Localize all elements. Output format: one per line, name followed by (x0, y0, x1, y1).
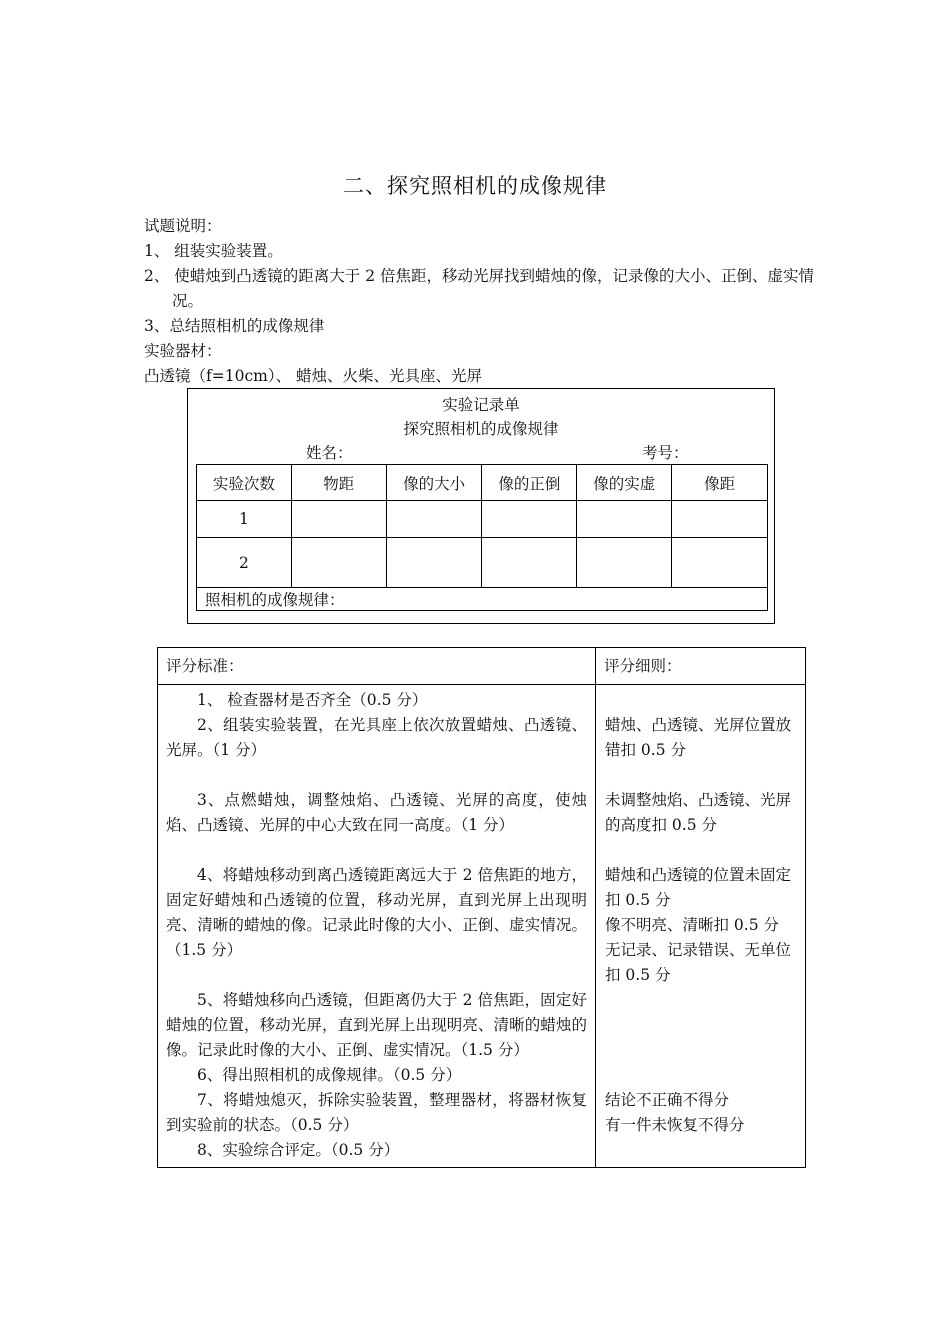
table-cell[interactable] (386, 501, 482, 538)
trial-number: 2 (197, 538, 292, 588)
table-cell[interactable] (482, 538, 577, 588)
criteria-item: 1、 检查器材是否齐全（0.5 分） (197, 691, 428, 709)
table-cell[interactable] (482, 501, 577, 538)
scoring-criteria (158, 685, 596, 1168)
exam-number-label: 考号： (642, 444, 689, 462)
column-header: 像的大小 (386, 465, 482, 501)
record-table (196, 464, 768, 611)
criteria-item: 2、组装实验装置，在光具座上依次放置蜡烛、凸透镜、光屏。（1 分） (166, 716, 587, 759)
table-cell[interactable] (672, 538, 768, 588)
record-sheet (187, 388, 775, 624)
column-header: 像距 (672, 465, 768, 501)
criteria-item: 6、得出照相机的成像规律。（0.5 分） (197, 1066, 462, 1084)
detail-item: 结论不正确不得分 (605, 1091, 730, 1109)
instruction-step: 3、总结照相机的成像规律 (144, 317, 325, 335)
table-cell[interactable] (291, 501, 386, 538)
criteria-item: 5、将蜡烛移向凸透镜，但距离仍大于 2 倍焦距，固定好蜡烛的位置，移动光屏，直到光屏上出现明亮、清晰的蜡烛的像。记录此时像的大小、正倒、虚实情况。（1.5 分） (166, 991, 587, 1059)
trial-number: 1 (197, 501, 292, 538)
record-sheet-subtitle: 探究照相机的成像规律 (403, 420, 559, 438)
table-cell[interactable] (577, 538, 672, 588)
criteria-item: 3、点燃蜡烛，调整烛焰、凸透镜、光屏的高度，使烛焰、凸透镜、光屏的中心大致在同一高度。（1 分） (166, 791, 587, 834)
table-cell[interactable] (672, 501, 768, 538)
criteria-item: 8、实验综合评定。（0.5 分） (197, 1141, 400, 1159)
table-row (197, 501, 768, 538)
instruction-step: 2、 使蜡烛到凸透镜的距离大于 2 倍焦距，移动光屏找到蜡烛的像，记录像的大小、正倒、虚实情况。 (144, 267, 815, 310)
scoring-table (157, 647, 806, 1168)
column-header: 像的实虚 (577, 465, 672, 501)
scoring-criteria-header: 评分标准： (158, 648, 596, 685)
detail-item: 蜡烛和凸透镜的位置未固定扣 0.5 分 (605, 866, 792, 909)
detail-item: 有一件未恢复不得分 (605, 1116, 745, 1134)
table-row (197, 538, 768, 588)
detail-item: 无记录、记录错误、无单位扣 0.5 分 (605, 941, 792, 984)
equipment-list: 凸透镜（f=10cm）、 蜡烛、火柴、光具座、光屏 (144, 367, 483, 385)
name-label: 姓名： (306, 444, 353, 462)
record-sheet-title: 实验记录单 (442, 396, 520, 414)
scoring-details (596, 685, 806, 1168)
criteria-item: 7、将蜡烛熄灭，拆除实验装置，整理器材，将器材恢复到实验前的状态。（0.5 分） (166, 1091, 587, 1134)
detail-item: 像不明亮、清晰扣 0.5 分 (605, 916, 780, 934)
column-header: 像的正倒 (482, 465, 577, 501)
criteria-item: 4、将蜡烛移动到离凸透镜距离远大于 2 倍焦距的地方，固定好蜡烛和凸透镜的位置，移动光屏，直到光屏上出现明亮、清晰的蜡烛的像。记录此时像的大小、正倒、虚实情况。（1.5 分） (166, 866, 587, 959)
conclusion-row: 照相机的成像规律： (197, 588, 768, 611)
scoring-details-header: 评分细则： (596, 648, 806, 685)
instruction-step: 1、 组装实验装置。 (144, 242, 283, 260)
instructions-section (144, 214, 824, 389)
column-header: 物距 (291, 465, 386, 501)
document-title: 二、探究照相机的成像规律 (343, 174, 607, 198)
equipment-heading: 实验器材： (144, 342, 222, 360)
table-cell[interactable] (386, 538, 482, 588)
table-cell[interactable] (291, 538, 386, 588)
detail-item: 蜡烛、凸透镜、光屏位置放错扣 0.5 分 (605, 716, 792, 759)
table-cell[interactable] (577, 501, 672, 538)
detail-item: 未调整烛焰、凸透镜、光屏的高度扣 0.5 分 (605, 791, 792, 834)
column-header: 实验次数 (197, 465, 292, 501)
instructions-heading: 试题说明： (144, 217, 222, 235)
